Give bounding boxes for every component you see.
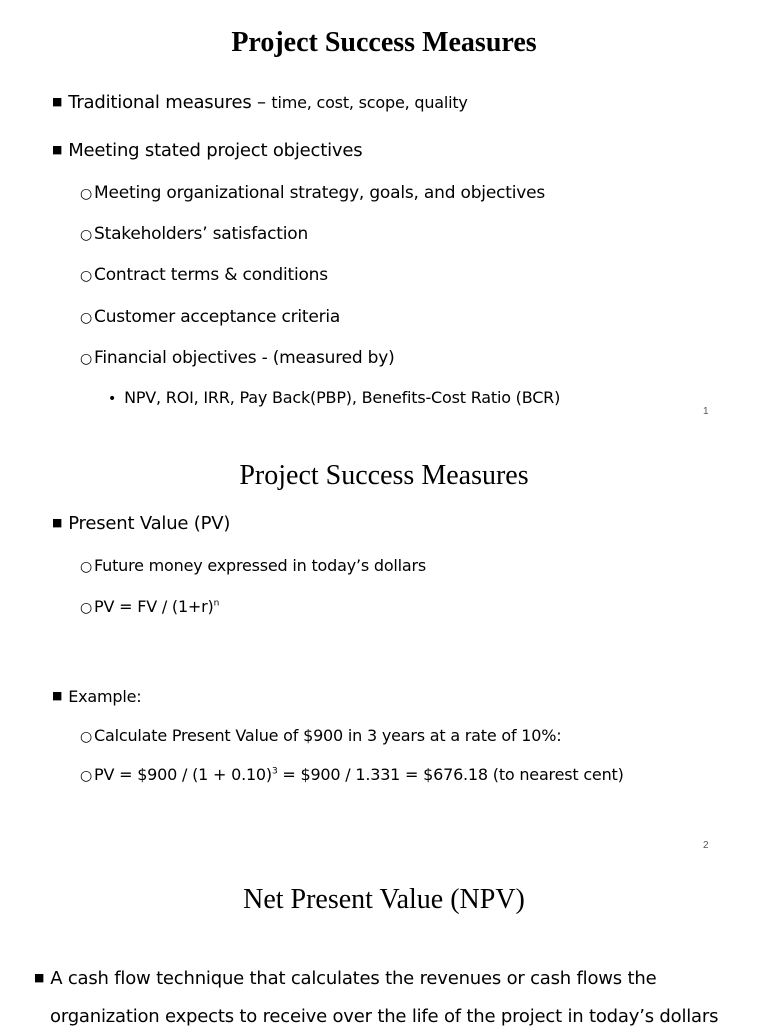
sub-bullet-text: Future money expressed in today’s dollars: [94, 556, 427, 575]
bullet-present-value: [52, 513, 230, 534]
circle-bullet-icon: ○: [80, 227, 93, 243]
square-bullet-icon: ■: [52, 95, 63, 108]
sub-bullet-text: Calculate Present Value of $900 in 3 years at a rate of 10%:: [94, 726, 562, 745]
calc-text-a: PV = $900 / (1 + 0.10): [94, 765, 272, 784]
circle-bullet-icon: ○: [80, 351, 93, 367]
sub-sub-bullet: [108, 388, 560, 407]
sub-bullet-formula: [80, 597, 219, 616]
sub-bullet-text: Financial objectives - (measured by): [94, 348, 395, 368]
bullet-detail: time, cost, scope, quality: [271, 93, 468, 112]
dot-bullet-icon: •: [108, 391, 117, 407]
sub-bullet-calculation: [80, 765, 624, 784]
circle-bullet-icon: ○: [80, 186, 93, 202]
formula-text: PV = FV / (1+r): [94, 597, 214, 616]
bullet-text: A cash flow technique that calculates the revenues or cash flows the: [50, 968, 657, 989]
bullet-traditional-measures: [52, 92, 468, 113]
bullet-cash-flow: [34, 968, 656, 989]
sub-bullet-text: Stakeholders’ satisfaction: [94, 224, 309, 244]
sub-bullet: [80, 348, 395, 368]
sub-bullet: [80, 224, 308, 244]
bullet-text: Meeting stated project objectives: [68, 140, 363, 161]
circle-bullet-icon: ○: [80, 768, 93, 784]
bullet-text: Traditional measures –: [68, 92, 272, 113]
page-number: 1: [703, 406, 709, 417]
sub-bullet: [80, 183, 545, 203]
square-bullet-icon: ■: [34, 971, 45, 984]
circle-bullet-icon: ○: [80, 310, 93, 326]
circle-bullet-icon: ○: [80, 600, 93, 616]
bullet-text: Example:: [68, 687, 142, 706]
circle-bullet-icon: ○: [80, 729, 93, 745]
sub-bullet-text: Meeting organizational strategy, goals, and objectives: [94, 183, 546, 203]
bullet-cash-flow-continued: organization expects to receive over the life of the project in today’s dollars: [50, 1006, 719, 1027]
formula-exponent: n: [213, 598, 220, 609]
sub-bullet-text: Contract terms & conditions: [94, 265, 328, 285]
bullet-example: [52, 687, 141, 706]
sub-bullet: [80, 307, 340, 327]
circle-bullet-icon: ○: [80, 559, 93, 575]
calc-text-b: = $900 / 1.331 = $676.18 (to nearest cent): [277, 765, 624, 784]
square-bullet-icon: ■: [52, 689, 63, 702]
sub-bullet: [80, 556, 426, 575]
sub-bullet: [80, 265, 328, 285]
bullet-text: Present Value (PV): [68, 513, 231, 534]
slide1-title: Project Success Measures: [231, 27, 537, 58]
calc-exponent: 3: [271, 766, 278, 777]
sub-bullet-text: Customer acceptance criteria: [94, 307, 341, 327]
sub-sub-bullet-text: NPV, ROI, IRR, Pay Back(PBP), Benefits-Cost Ratio (BCR): [124, 388, 561, 407]
slide2-title: Project Success Measures: [239, 460, 529, 491]
square-bullet-icon: ■: [52, 516, 63, 529]
circle-bullet-icon: ○: [80, 268, 93, 284]
page-number: 2: [703, 840, 709, 851]
sub-bullet: [80, 726, 561, 745]
square-bullet-icon: ■: [52, 143, 63, 156]
slide3-title: Net Present Value (NPV): [243, 884, 525, 915]
bullet-project-objectives: [52, 140, 362, 161]
